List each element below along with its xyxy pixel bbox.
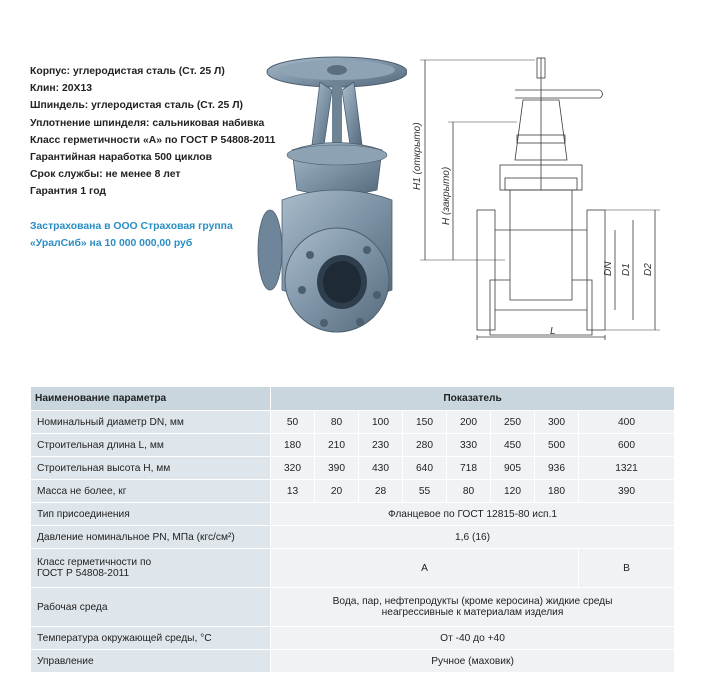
cell: 80	[447, 480, 491, 503]
valve-specs-list	[30, 63, 280, 201]
cell: 250	[491, 411, 535, 434]
valve-dimension-drawing	[405, 50, 695, 350]
medium-line1: Вода, пар, нефтепродукты (кроме керосина) жидкие среды	[332, 596, 613, 607]
cell: 450	[491, 434, 535, 457]
cell: 390	[315, 457, 359, 480]
row-name	[31, 549, 271, 588]
cell: 905	[491, 457, 535, 480]
cell: 28	[359, 480, 403, 503]
cell-class-b: В	[579, 549, 675, 588]
insurance-amount: на 10 000 000,00 руб	[86, 238, 193, 249]
cell: 600	[579, 434, 675, 457]
dim-label-h: H (закрыто)	[441, 166, 452, 225]
row-name: Тип присоединения	[31, 503, 271, 526]
dim-label-d2: D2	[643, 263, 654, 276]
row-name: Давление номинальное PN, МПа (кгс/см²)	[31, 526, 271, 549]
cell: 13	[271, 480, 315, 503]
insurance-line2	[30, 235, 280, 252]
row-name: Строительная высота H, мм	[31, 457, 271, 480]
cell-class-a: А	[271, 549, 579, 588]
cell: 500	[535, 434, 579, 457]
cell: 1321	[579, 457, 675, 480]
parameters-table	[30, 386, 675, 673]
cell: 180	[535, 480, 579, 503]
row-name: Управление	[31, 650, 271, 673]
header-value: Показатель	[271, 387, 675, 411]
row-name-line2: ГОСТ Р 54808-2011	[37, 568, 130, 579]
cell: От -40 до +40	[271, 627, 675, 650]
cell: 330	[447, 434, 491, 457]
cell: 210	[315, 434, 359, 457]
cell: 718	[447, 457, 491, 480]
cell: 100	[359, 411, 403, 434]
cell: 640	[403, 457, 447, 480]
row-name: Масса не более, кг	[31, 480, 271, 503]
spec-service-life: Срок службы: не менее 8 лет	[30, 169, 181, 181]
cell: 280	[403, 434, 447, 457]
spec-tightness: Класс герметичности «А» по ГОСТ Р 54808-2011	[30, 134, 276, 146]
spec-body: Корпус: углеродистая сталь (Ст. 25 Л)	[30, 66, 225, 77]
cell: 20	[315, 480, 359, 503]
cell: 180	[271, 434, 315, 457]
insurer-name: «УралСиб»	[30, 238, 87, 249]
dim-label-d1: D1	[621, 263, 632, 276]
spec-cycles: Гарантийная наработка 500 циклов	[30, 152, 212, 164]
table-row-pressure	[31, 526, 675, 549]
cell: 55	[403, 480, 447, 503]
cell: 150	[403, 411, 447, 434]
spec-seal: Уплотнение шпинделя: сальниковая набивка	[30, 117, 265, 129]
dim-label-h1: H1 (открыто)	[412, 122, 423, 190]
table-header-row	[31, 387, 675, 411]
cell: 120	[491, 480, 535, 503]
insurance-line1: Застрахована в ООО Страховая группа	[30, 221, 233, 232]
dim-label-l: L	[550, 326, 556, 337]
cell: 400	[579, 411, 675, 434]
cell: 50	[271, 411, 315, 434]
spec-spindle: Шпиндель: углеродистая сталь (Ст. 25 Л)	[30, 100, 243, 112]
table-row	[31, 411, 675, 434]
cell: 430	[359, 457, 403, 480]
medium-line2: неагрессивные к материалам изделия	[381, 607, 564, 618]
valve-photo	[252, 50, 407, 350]
spec-wedge: Клин: 20Х13	[30, 83, 92, 95]
cell: 80	[315, 411, 359, 434]
header-param: Наименование параметра	[31, 387, 271, 411]
table-row-temperature	[31, 627, 675, 650]
row-name-line1: Класс герметичности по	[37, 557, 152, 568]
row-name: Температура окружающей среды, °С	[31, 627, 271, 650]
cell: 300	[535, 411, 579, 434]
cell: 200	[447, 411, 491, 434]
cell	[271, 588, 675, 627]
table-row	[31, 457, 675, 480]
cell: 1,6 (16)	[271, 526, 675, 549]
row-name: Строительная длина L, мм	[31, 434, 271, 457]
table-row	[31, 434, 675, 457]
table-row-control	[31, 650, 675, 673]
table-row-tightness	[31, 549, 675, 588]
table-row-medium	[31, 588, 675, 627]
table-row-connection	[31, 503, 675, 526]
cell: 390	[579, 480, 675, 503]
cell: 320	[271, 457, 315, 480]
cell: 936	[535, 457, 579, 480]
cell: 230	[359, 434, 403, 457]
table-row	[31, 480, 675, 503]
cell: Ручное (маховик)	[271, 650, 675, 673]
spec-warranty: Гарантия 1 год	[30, 186, 107, 198]
cell: Фланцевое по ГОСТ 12815-80 исп.1	[271, 503, 675, 526]
insurance-note	[30, 218, 280, 252]
dim-label-dn: DN	[603, 261, 614, 276]
row-name: Рабочая среда	[31, 588, 271, 627]
row-name: Номинальный диаметр DN, мм	[31, 411, 271, 434]
